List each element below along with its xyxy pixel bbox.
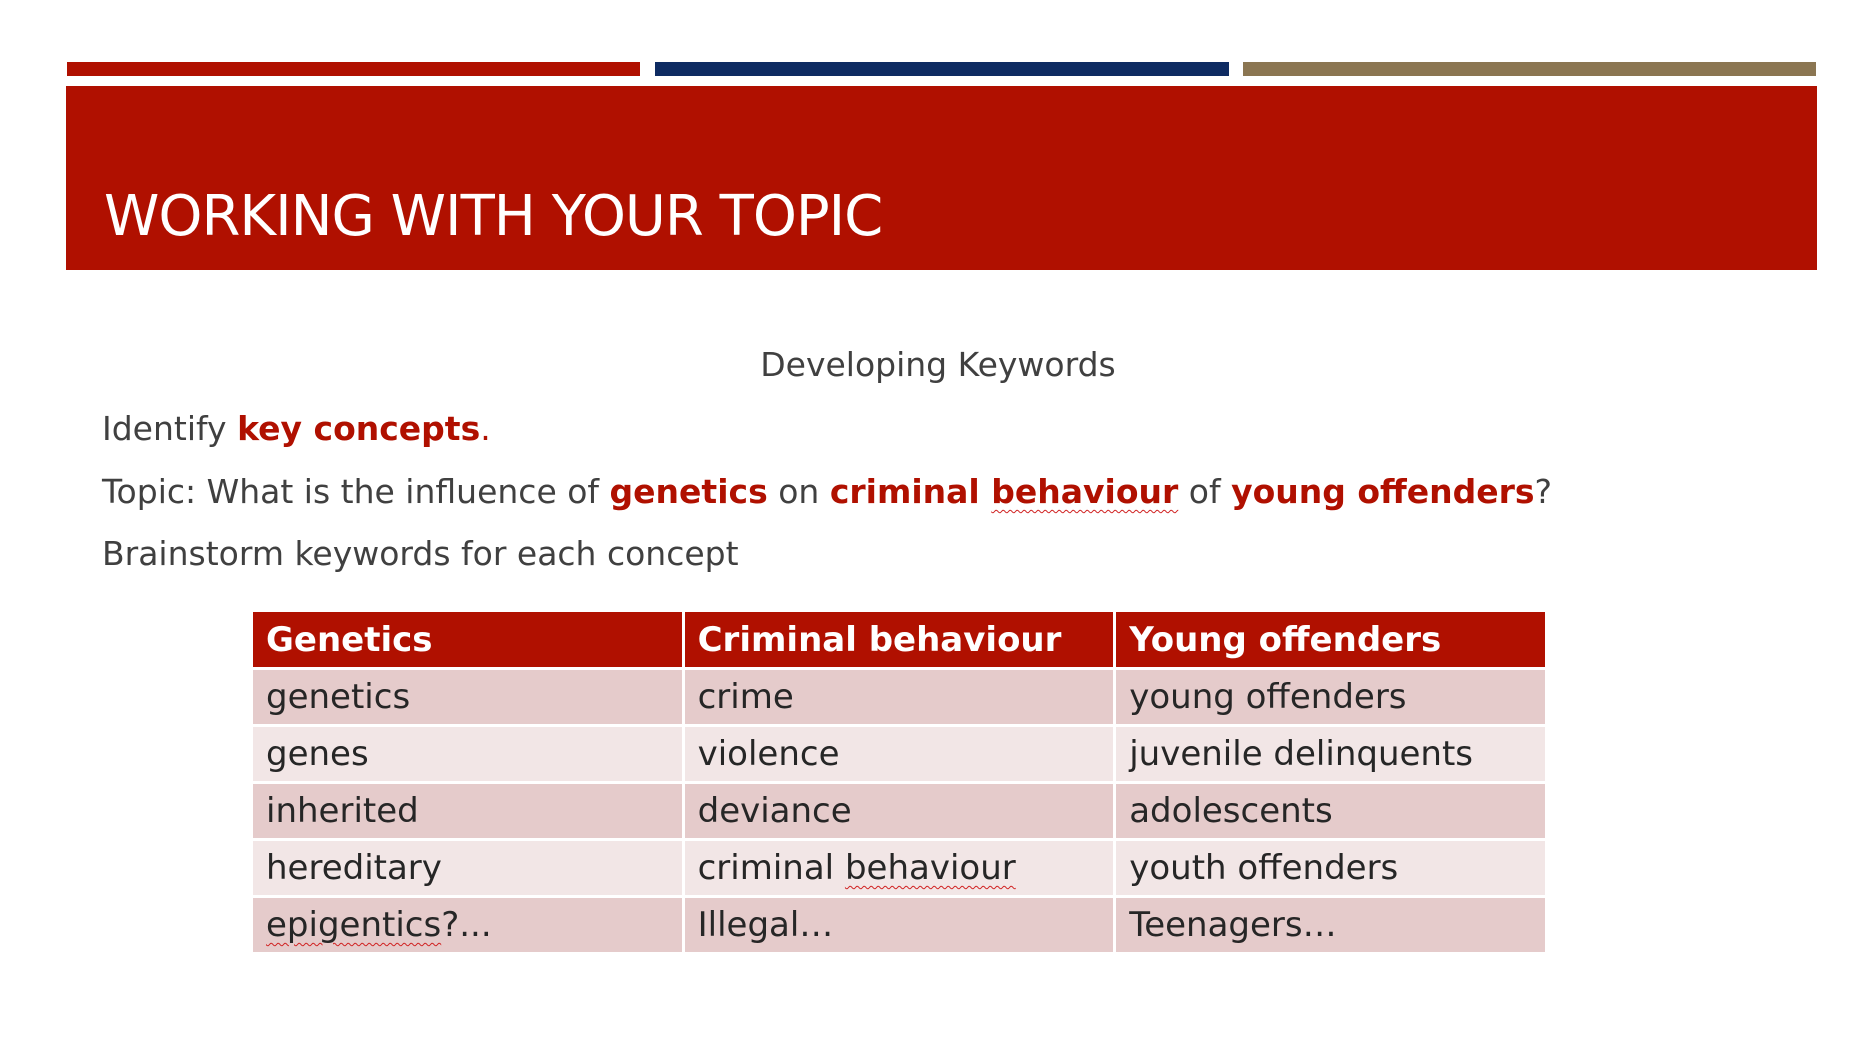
instruction-line-identify: [102, 407, 491, 451]
key-concepts-highlight: key concepts: [237, 409, 481, 448]
concept-criminal: criminal: [829, 472, 992, 511]
accent-bar-red: [67, 62, 640, 76]
table-cell: crime: [685, 670, 1114, 724]
concept-behaviour: behaviour: [991, 472, 1179, 511]
accent-bar-navy: [655, 62, 1229, 76]
topic-suffix: ?: [1534, 472, 1553, 511]
slide-title: WORKING WITH YOUR TOPIC: [104, 184, 883, 249]
table-cell: adolescents: [1116, 784, 1545, 838]
brainstorm-line: Brainstorm keywords for each concept: [102, 534, 739, 573]
concept-genetics: genetics: [609, 472, 768, 511]
table-cell: genes: [253, 727, 682, 781]
topic-join-of: of: [1178, 472, 1232, 511]
table-cell: violence: [685, 727, 1114, 781]
table-cell: Illegal…: [685, 898, 1114, 952]
header-criminal-behaviour: Criminal behaviour: [685, 612, 1114, 667]
table-cell: youth offenders: [1116, 841, 1545, 895]
table-cell: genetics: [253, 670, 682, 724]
table-cell: inherited: [253, 784, 682, 838]
table-cell-epigentics: [253, 898, 682, 952]
table-cell: young offenders: [1116, 670, 1545, 724]
keyword-table: [250, 609, 1548, 955]
table-row: [253, 670, 1545, 724]
header-genetics: Genetics: [253, 612, 682, 667]
identify-suffix: .: [480, 409, 491, 448]
header-young-offenders: Young offenders: [1116, 612, 1545, 667]
identify-prefix: Identify: [102, 409, 238, 448]
table-cell: deviance: [685, 784, 1114, 838]
table-cell-criminal-behaviour: [685, 841, 1114, 895]
table-row: [253, 898, 1545, 952]
table-header-row: [253, 612, 1545, 667]
topic-line: [102, 470, 1552, 514]
table-row: [253, 841, 1545, 895]
table-row: [253, 727, 1545, 781]
table-cell: Teenagers…: [1116, 898, 1545, 952]
cell-text-epigentics-suffix: ?...: [441, 905, 492, 945]
cell-text-behaviour: behaviour: [844, 848, 1016, 888]
topic-join-on: on: [767, 472, 830, 511]
cell-text-criminal: criminal: [697, 848, 845, 888]
accent-bar-tan: [1243, 62, 1816, 76]
table-cell: juvenile delinquents: [1116, 727, 1545, 781]
table-cell: hereditary: [253, 841, 682, 895]
concept-young-offenders: young offenders: [1231, 472, 1535, 511]
topic-prefix: Topic: What is the influence of: [102, 472, 610, 511]
cell-text-epigentics: epigentics: [266, 905, 442, 945]
slide-subtitle: Developing Keywords: [760, 345, 1116, 384]
table-row: [253, 784, 1545, 838]
